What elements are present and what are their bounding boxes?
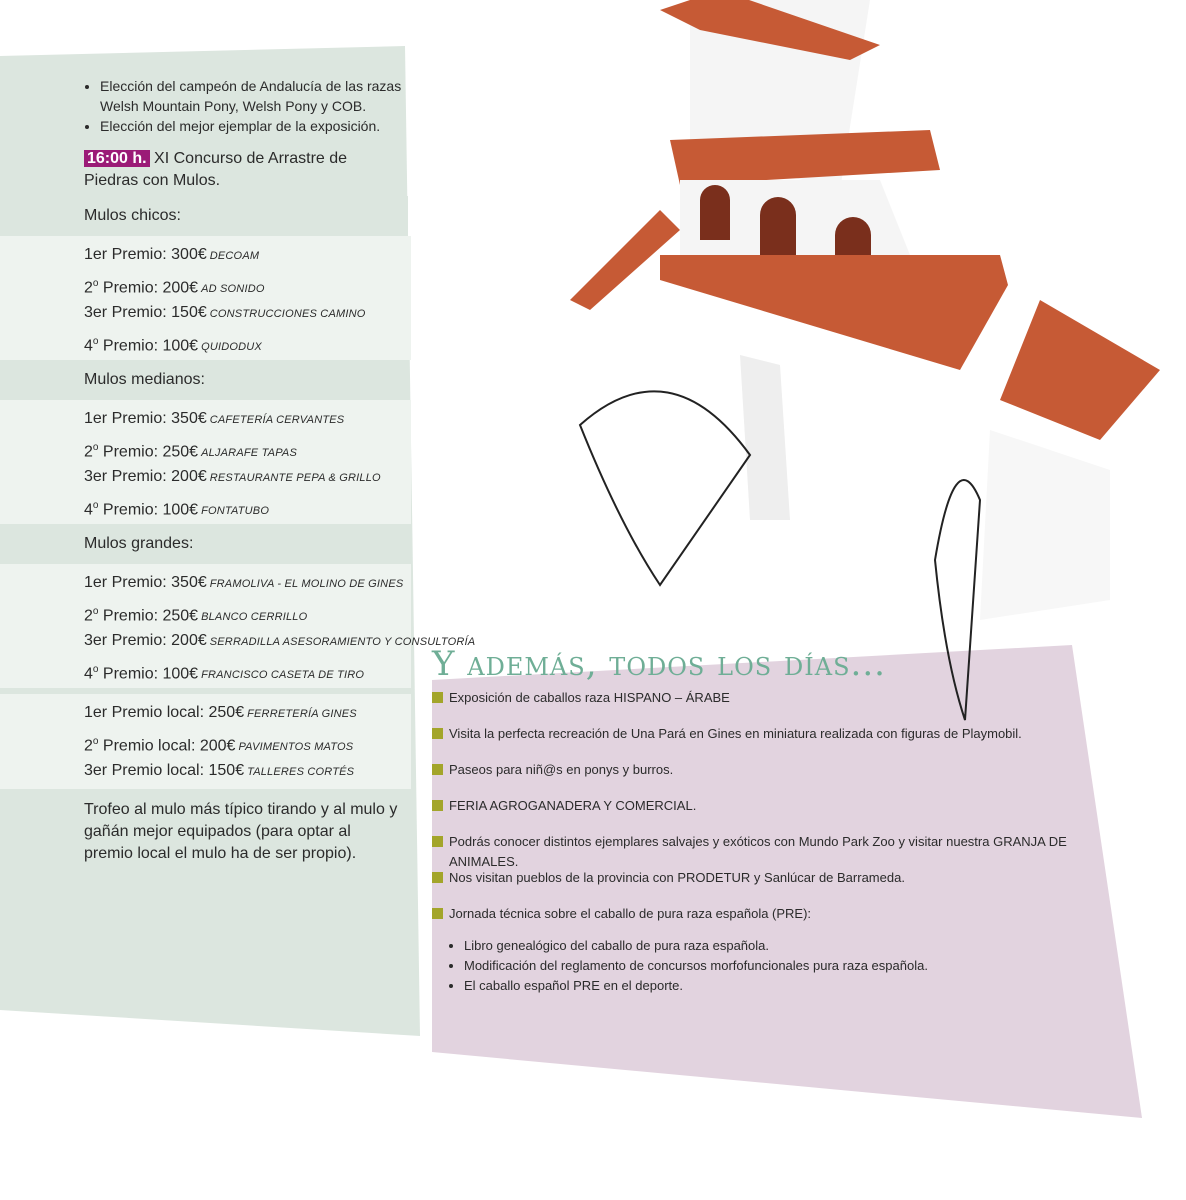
prize-block: [0, 564, 476, 688]
prize-line: [84, 327, 411, 356]
prize-place: 3er Premio: 200€: [84, 632, 207, 649]
ordinal-mark: o: [92, 336, 99, 347]
square-bullet-icon: [432, 836, 443, 847]
prize-place: 1er Premio: 300€: [84, 246, 207, 263]
square-bullet-icon: [432, 872, 443, 883]
prize-groups: [84, 196, 476, 688]
prize-block: [0, 400, 411, 524]
square-bullet-icon: [432, 908, 443, 919]
prize-place-rest: Premio: 100€: [98, 501, 199, 519]
prize-sponsor: CAFETERÍA CERVANTES: [209, 414, 345, 426]
ordinal-mark: o: [92, 442, 99, 453]
prize-sponsor: CONSTRUCCIONES CAMINO: [209, 308, 366, 320]
square-bullet-icon: [432, 764, 443, 775]
group-label: Mulos medianos:: [0, 360, 408, 400]
prize-sponsor: TALLERES CORTÉS: [247, 766, 355, 778]
prize-place-rest: Premio local: 200€: [98, 737, 236, 755]
prize-place: 3er Premio: 200€: [84, 468, 207, 485]
prize-place-number: 2: [84, 737, 93, 755]
bullet-item: • Elección del mejor ejemplar de la exposición.: [100, 116, 404, 136]
daily-heading: Y además, todos los días...: [432, 644, 886, 684]
daily-item: [432, 868, 1132, 904]
ordinal-mark: o: [92, 278, 99, 289]
prize-line: [84, 462, 411, 491]
subitem: • Modificación del reglamento de concursos morfofuncionales pura raza española.: [464, 956, 1132, 976]
daily-item: [432, 688, 1132, 724]
daily-subitems-list: [464, 936, 1132, 996]
prize-place-rest: Premio: 250€: [98, 443, 199, 461]
prize-place-rest: Premio: 100€: [98, 665, 199, 683]
daily-item: [432, 832, 1132, 868]
top-bullet-list: [84, 76, 404, 136]
prize-sponsor: QUIDODUX: [201, 341, 262, 354]
trophy-text: Trofeo al mulo más típico tirando y al mulo y gañán mejor equipados (para optar al premio local el mulo ha de ser propio).: [84, 801, 398, 862]
group-label: Mulos grandes:: [0, 524, 408, 564]
prize-sponsor: FERRETERÍA GINES: [247, 708, 357, 720]
daily-item-text: FERIA AGROGANADERA Y COMERCIAL.: [449, 798, 697, 813]
local-prizes-block: [0, 694, 411, 789]
prize-sponsor: FONTATUBO: [201, 505, 270, 518]
prize-place-number: 2: [84, 443, 93, 461]
bullet-item: • Elección del campeón de Andalucía de las razas Welsh Mountain Pony, Welsh Pony y COB.: [100, 76, 404, 116]
prize-sponsor: ALJARAFE TAPAS: [201, 447, 297, 460]
daily-item-text: Podrás conocer distintos ejemplares salvajes y exóticos con Mundo Park Zoo y visitar nuestra GRANJA DE ANIMALES.: [449, 834, 1067, 869]
prize-line: [84, 756, 411, 785]
prize-block: [0, 236, 411, 360]
daily-item-text: Jornada técnica sobre el caballo de pura raza española (PRE):: [449, 906, 812, 921]
daily-item-text: Visita la perfecta recreación de Una Pará en Gines en miniatura realizada con figuras de Playmobil.: [449, 726, 1022, 741]
chapel-illustration: [570, 0, 1160, 620]
prize-sponsor: RESTAURANTE PEPA & GRILLO: [209, 472, 381, 484]
ordinal-mark: o: [92, 500, 99, 511]
prize-place: 1er Premio: 350€: [84, 410, 207, 427]
prize-line: [84, 655, 411, 684]
prize-line: [84, 298, 411, 327]
prize-line: [84, 433, 411, 462]
ordinal-mark: o: [92, 736, 99, 747]
prize-sponsor: FRANCISCO CASETA DE TIRO: [201, 669, 365, 682]
square-bullet-icon: [432, 692, 443, 703]
prize-place-rest: Premio: 200€: [98, 279, 199, 297]
prize-place: 1er Premio local: 250€: [84, 704, 245, 721]
prize-place-number: 2: [84, 279, 93, 297]
daily-activities: [432, 640, 1132, 996]
daily-item: [432, 904, 1132, 940]
daily-item: [432, 760, 1132, 796]
subitem: • El caballo español PRE en el deporte.: [464, 976, 1132, 996]
prize-line: [84, 597, 411, 626]
square-bullet-icon: [432, 800, 443, 811]
group-label: Mulos chicos:: [0, 196, 408, 236]
prize-place-rest: Premio: 100€: [98, 337, 199, 355]
event-title: [84, 148, 404, 192]
prize-place: 3er Premio local: 150€: [84, 762, 245, 779]
prize-line: [84, 626, 476, 655]
daily-item-text: Exposición de caballos raza HISPANO – ÁRABE: [449, 690, 730, 705]
prize-sponsor: FRAMOLIVA - EL MOLINO DE GINES: [209, 578, 404, 590]
prize-line: [84, 404, 411, 433]
subitem: • Libro genealógico del caballo de pura raza española.: [464, 936, 1132, 956]
prize-place: 1er Premio: 350€: [84, 574, 207, 591]
daily-item: [432, 724, 1132, 760]
event-title-text: XI Concurso de Arrastre de Piedras con Mulos.: [84, 150, 348, 189]
prize-line: [84, 568, 411, 597]
left-column: [84, 76, 476, 865]
prize-line: [84, 269, 411, 298]
prize-sponsor: BLANCO CERRILLO: [201, 611, 308, 624]
daily-item-text: Paseos para niñ@s en ponys y burros.: [449, 762, 674, 777]
prize-place-number: 4: [84, 665, 93, 683]
prize-line: [84, 727, 411, 756]
daily-item-text: Nos visitan pueblos de la provincia con PRODETUR y Sanlúcar de Barrameda.: [449, 870, 905, 885]
prize-place-number: 2: [84, 607, 93, 625]
prize-sponsor: AD SONIDO: [201, 283, 265, 296]
prize-sponsor: DECOAM: [209, 250, 260, 262]
ordinal-mark: o: [92, 664, 99, 675]
ordinal-mark: o: [92, 606, 99, 617]
prize-sponsor: SERRADILLA ASESORAMIENTO Y CONSULTORÍA: [209, 636, 476, 648]
prize-line: [84, 491, 411, 520]
prize-place-rest: Premio: 250€: [98, 607, 199, 625]
daily-items-list: [432, 688, 1132, 940]
prize-place-number: 4: [84, 337, 93, 355]
prize-line: [84, 240, 411, 269]
event-time-badge: 16:00 h.: [84, 150, 150, 167]
prize-place: 3er Premio: 150€: [84, 304, 207, 321]
daily-item: [432, 796, 1132, 832]
prize-line: [84, 698, 411, 727]
prize-place-number: 4: [84, 501, 93, 519]
prize-sponsor: PAVIMENTOS MATOS: [238, 741, 354, 754]
square-bullet-icon: [432, 728, 443, 739]
